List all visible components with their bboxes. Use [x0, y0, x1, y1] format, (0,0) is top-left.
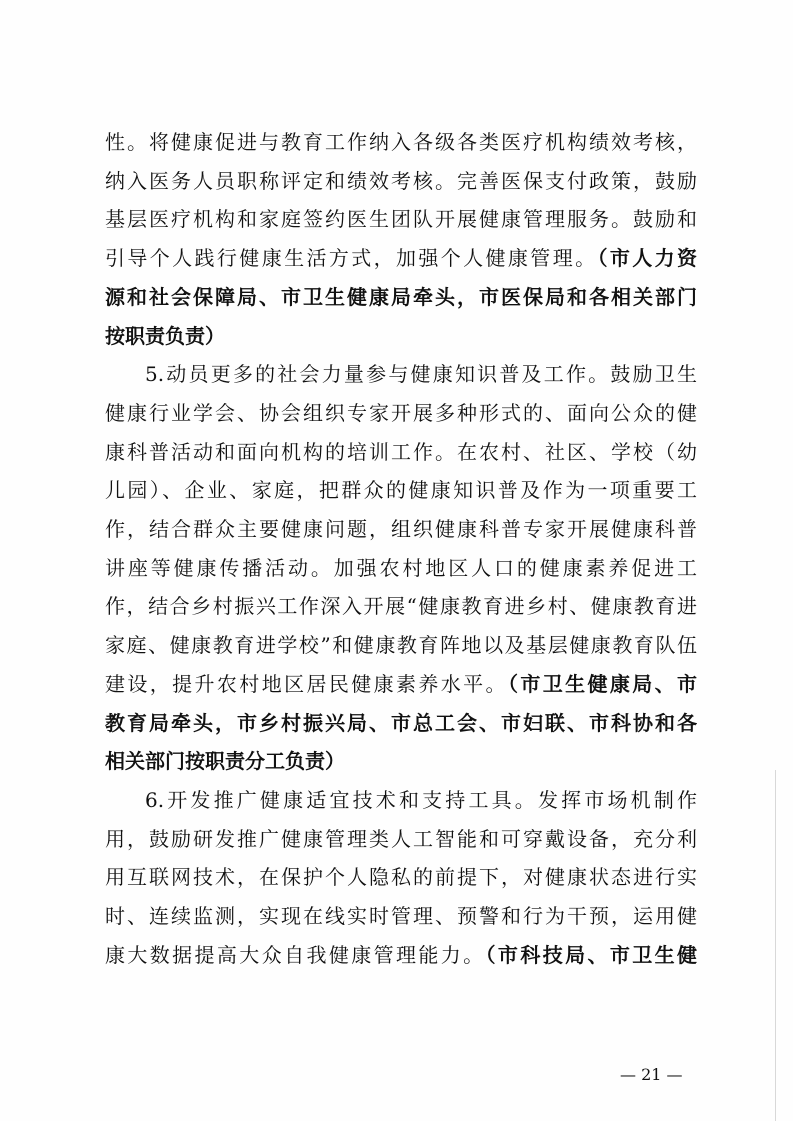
text-line-normal: 性。将健康促进与教育工作纳入各级各类医疗机构绩效考核，: [105, 130, 697, 154]
text-line: [105, 201, 697, 237]
text-line: [105, 472, 697, 508]
text-line-normal: 用互联网技术，在保护个人隐私的前提下，对健康状态进行实: [105, 865, 697, 890]
text-line-bold: 相关部门按职责分工负责）: [105, 749, 345, 774]
text-line-normal: 基层医疗机构和家庭签约医生团队开展健康管理服务。鼓励和: [105, 207, 697, 232]
text-line: [105, 821, 697, 857]
text-line: [105, 666, 697, 702]
text-line-normal: 引导个人践行健康生活方式，加强个人健康管理。: [105, 246, 598, 271]
text-line: [105, 705, 697, 741]
text-line: [145, 782, 697, 818]
text-line-normal: 康大数据提高大众自我健康管理能力。: [105, 942, 486, 967]
text-line-normal: 纳入医务人员职称评定和绩效考核。完善医保支付政策，鼓励: [105, 168, 697, 193]
text-line-bold: （市人力资: [597, 246, 697, 271]
text-line-normal: 5.动员更多的社会力量参与健康知识普及工作。鼓励卫生: [145, 362, 697, 387]
text-line-normal: 讲座等健康传播活动。加强农村地区人口的健康素养促进工: [105, 555, 697, 580]
text-line-normal: 用，鼓励研发推广健康管理类人工智能和可穿戴设备，充分利: [105, 826, 697, 851]
text-line-bold: （市卫生健康局、市: [507, 671, 697, 696]
text-line: [105, 743, 697, 779]
text-line: [105, 279, 697, 315]
text-line-normal: 健康行业学会、协会组织专家开展多种形式的、面向公众的健: [105, 400, 697, 425]
text-line: [105, 163, 697, 199]
text-line-bold: 教育局牵头，市乡村振兴局、市总工会、市妇联、市科协和各: [105, 710, 697, 735]
text-line-bold: 源和社会保障局、市卫生健康局牵头，市医保局和各相关部门: [105, 284, 697, 309]
text-line: [105, 240, 697, 276]
text-line: [105, 318, 697, 354]
text-line-normal: 作，结合群众主要健康问题，组织健康科普专家开展健康科普: [105, 517, 697, 541]
text-line: [105, 588, 697, 624]
text-line: [105, 859, 697, 895]
text-line: [105, 124, 697, 160]
text-line-normal: 6.开发推广健康适宜技术和支持工具。发挥市场机制作: [145, 787, 697, 812]
text-line-bold: （市科技局、市卫生健: [485, 942, 697, 967]
text-line: [145, 356, 697, 392]
text-line-normal: 儿园）、企业、家庭，把群众的健康知识普及作为一项重要工: [105, 478, 697, 503]
text-line: [105, 434, 697, 470]
text-line-normal: 时、连续监测，实现在线实时管理、预警和行为干预，运用健: [105, 904, 697, 928]
scan-edge-line: [775, 770, 776, 1121]
page-number: — 21 —: [620, 1065, 683, 1084]
text-line: [105, 550, 697, 586]
text-line-bold: 按职责负责）: [105, 323, 225, 348]
text-line-normal: 康科普活动和面向机构的培训工作。在农村、社区、学校（幼: [105, 439, 697, 464]
text-line-normal: 建设，提升农村地区居民健康素养水平。: [105, 671, 508, 696]
text-line: [105, 511, 697, 547]
text-line-normal: 作，结合乡村振兴工作深入开展“健康教育进乡村、健康教育进: [105, 594, 697, 619]
text-line: [105, 395, 697, 431]
text-line: [105, 937, 697, 973]
text-line-normal: 家庭、健康教育进学校”和健康教育阵地以及基层健康教育队伍: [105, 633, 697, 658]
text-line: [105, 898, 697, 934]
text-line: [105, 627, 697, 663]
